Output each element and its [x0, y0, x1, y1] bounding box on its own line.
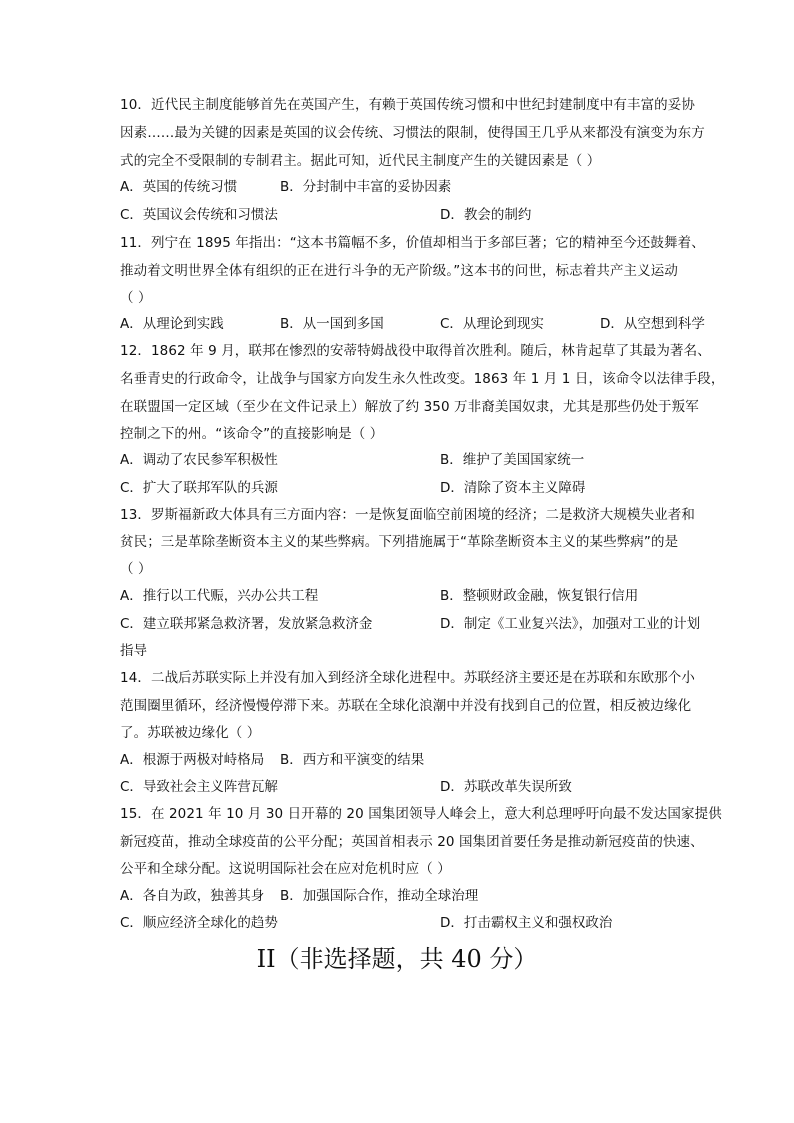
question-stem-line: 公平和全球分配。这说明国际社会在应对危机时应（ ） [120, 861, 451, 877]
question-stem-line: 10．近代民主制度能够首先在英国产生，有赖于英国传统习惯和中世纪封建制度中有丰富的妥协 [120, 97, 695, 113]
question-stem-line: 12．1862 年 9 月，联邦在惨烈的安蒂特姆战役中取得首次胜利。随后，林肯起草了其最为著名、 [120, 343, 711, 359]
question-stem-line: 推动着文明世界全体有组织的正在进行斗争的无产阶级。”这本书的问世，标志着共产主义运动 [120, 263, 678, 279]
question-stem-line: 式的完全不受限制的专制君主。据此可知，近代民主制度产生的关键因素是（ ） [120, 153, 601, 169]
question-stem-line: 了。苏联被边缘化（ ） [120, 725, 261, 741]
question-stem-line: 因素……最为关键的因素是英国的议会传统、习惯法的限制，使得国王几乎从来都没有演变为东方 [120, 125, 705, 141]
question-stem-line: （ ） [120, 561, 152, 577]
question-stem-line: 13．罗斯福新政大体具有三方面内容：一是恢复面临空前困境的经济；二是救济大规模失业者和 [120, 507, 695, 523]
option-a[interactable]: A．推行以工代赈，兴办公共工程 [120, 588, 319, 604]
question-stem-line: 在联盟国一定区域（至少在文件记录上）解放了约 350 万非裔美国奴隶，尤其是那些仍处于叛军 [120, 399, 699, 415]
option-d[interactable]: D．制定《工业复兴法》，加强对工业的计划 [440, 616, 701, 632]
option-c[interactable]: C．顺应经济全球化的趋势 [120, 915, 278, 931]
option-c[interactable]: C．导致社会主义阵营瓦解 [120, 779, 278, 795]
question-stem-line: 贫民；三是革除垄断资本主义的某些弊病。下列措施属于“革除垄断资本主义的某些弊病”的是 [120, 534, 679, 550]
option-d-continuation: 指导 [120, 643, 147, 659]
option-c[interactable]: C．英国议会传统和习惯法 [120, 207, 278, 223]
option-a[interactable]: A．英国的传统习惯 [120, 179, 238, 195]
question-stem-line: （ ） [120, 290, 152, 306]
option-a[interactable]: A．从理论到实践 [120, 316, 224, 332]
option-b[interactable]: B．西方和平演变的结果 [280, 752, 425, 768]
option-d[interactable]: D．清除了资本主义障碍 [440, 480, 586, 496]
option-a[interactable]: A．调动了农民参军积极性 [120, 452, 278, 468]
option-c[interactable]: C．扩大了联邦军队的兵源 [120, 480, 278, 496]
question-stem-line: 11．列宁在 1895 年指出：“这本书篇幅不多，价值却相当于多部巨著；它的精神至今还鼓舞着、 [120, 235, 705, 251]
option-b[interactable]: B．整顿财政金融，恢复银行信用 [440, 588, 639, 604]
option-b[interactable]: B．维护了美国国家统一 [440, 452, 585, 468]
option-d[interactable]: D．苏联改革失误所致 [440, 779, 572, 795]
option-d[interactable]: D．教会的制约 [440, 207, 532, 223]
option-a[interactable]: A．根源于两极对峙格局 [120, 752, 265, 768]
option-c[interactable]: C．从理论到现实 [440, 316, 544, 332]
question-stem-line: 范围圈里循环，经济慢慢停滞下来。苏联在全球化浪潮中并没有找到自己的位置，相反被边缘化 [120, 698, 692, 714]
option-c[interactable]: C．建立联邦紧急救济署，发放紧急救济金 [120, 616, 373, 632]
question-stem-line: 15．在 2021 年 10 月 30 日开幕的 20 国集团领导人峰会上，意大利总理呼吁向最不发达国家提供 [120, 806, 722, 822]
section-title: II（非选择题，共 40 分） [256, 945, 538, 973]
option-d[interactable]: D．打击霸权主义和强权政治 [440, 915, 613, 931]
question-stem-line: 新冠疫苗，推动全球疫苗的公平分配；英国首相表示 20 国集团首要任务是推动新冠疫苗的快速、 [120, 834, 704, 850]
question-stem-line: 名垂青史的行政命令，让战争与国家方向发生永久性改变。1863 年 1 月 1 日，该命令以法律手段， [120, 371, 725, 387]
option-b[interactable]: B．分封制中丰富的妥协因素 [280, 179, 452, 195]
option-b[interactable]: B．加强国际合作，推动全球治理 [280, 888, 479, 904]
question-stem-line: 控制之下的州。“该命令”的直接影响是（ ） [120, 426, 384, 442]
option-b[interactable]: B．从一国到多国 [280, 316, 384, 332]
option-d[interactable]: D．从空想到科学 [600, 316, 705, 332]
option-a[interactable]: A．各自为政，独善其身 [120, 888, 265, 904]
question-stem-line: 14．二战后苏联实际上并没有加入到经济全球化进程中。苏联经济主要还是在苏联和东欧那个小 [120, 670, 695, 686]
